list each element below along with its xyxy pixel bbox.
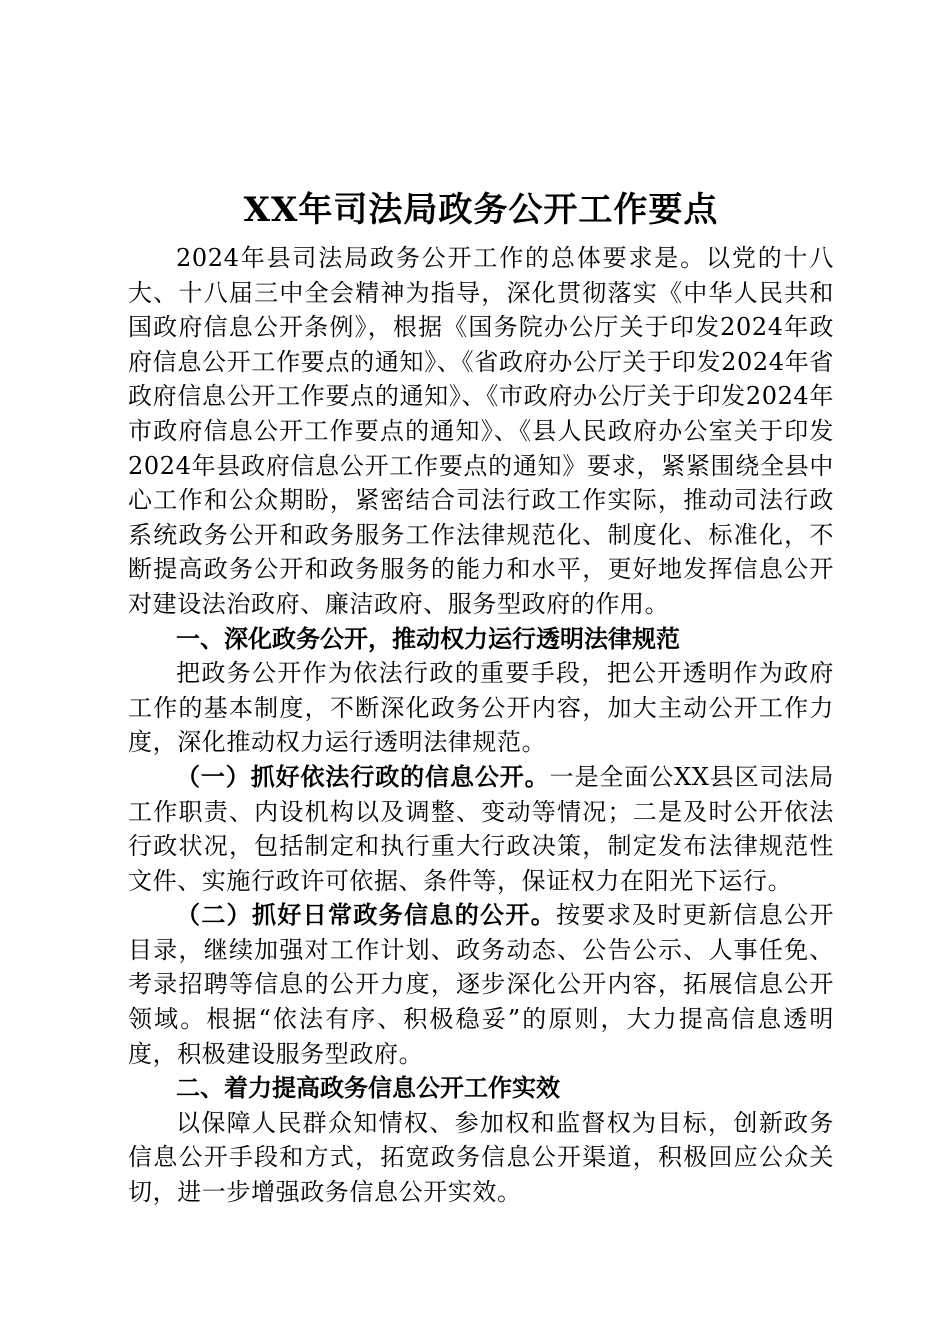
subsection-1-body: 一是全面公XX县区司法局工作职责、内设机构以及调整、变动等情况；二是及时公开依法行政状况，包括制定和执行重大行政决策，制定发布法律规范性文件、实施行政许可依据、条件等，保证权力在阳光下运行。	[128, 762, 834, 895]
section-2-body: 以保障人民群众知情权、参加权和监督权为目标，创新政务信息公开手段和方式，拓宽政务信息公开渠道，积极回应公众关切，进一步增强政务信息公开实效。	[128, 1108, 834, 1207]
subsection-1-lead: （一）抓好依法行政的信息公开。	[176, 762, 550, 791]
section-2-heading: 二、着力提高政务信息公开工作实效	[176, 1074, 560, 1103]
section-1-body: 把政务公开作为依法行政的重要手段，把公开透明作为政府工作的基本制度，不断深化政务公开内容，加大主动公开工作力度，深化推动权力运行透明法律规范。	[128, 659, 834, 757]
intro-paragraph: 2024年县司法局政务公开工作的总体要求是。以党的十八大、十八届三中全会精神为指导，深化贯彻落实《中华人民共和国政府信息公开条例》，根据《国务院办公厅关于印发2024年政府信息公开工作要点的通知》、《省政府办公厅关于印发2024年省政府信息公开工作要点的通知》、《市政府办公厅关于印发2024年市政府信息公开工作要点的通知》、《县人民政府办公室关于印发2024年县政府信息公开工作要点的通知》要求，紧紧围绕全县中心工作和公众期盼，紧密结合司法行政工作实际，推动司法行政系统政务公开和政务服务工作法律规范化、制度化、标准化，不断提高政务公开和政务服务的能力和水平，更好地发挥信息公开对建设法治政府、廉洁政府、服务型政府的作用。	[128, 244, 834, 618]
document-page	[128, 183, 834, 1210]
subsection-2-lead: （二）抓好日常政务信息的公开。	[176, 901, 557, 930]
subsection-2-paragraph	[128, 898, 834, 1071]
document-title: XX年司法局政务公开工作要点	[243, 190, 719, 230]
subsection-1-paragraph	[128, 760, 834, 898]
subsection-2-body: 按要求及时更新信息公开目录，继续加强对工作计划、政务动态、公告公示、人事任免、考录招聘等信息的公开力度，逐步深化公开内容，拓展信息公开领域。根据“依法有序、积极稳妥”的原则，大力提高信息透明度，积极建设服务型政府。	[128, 901, 835, 1068]
section-1-heading: 一、深化政务公开，推动权力运行透明法律规范	[176, 624, 680, 653]
